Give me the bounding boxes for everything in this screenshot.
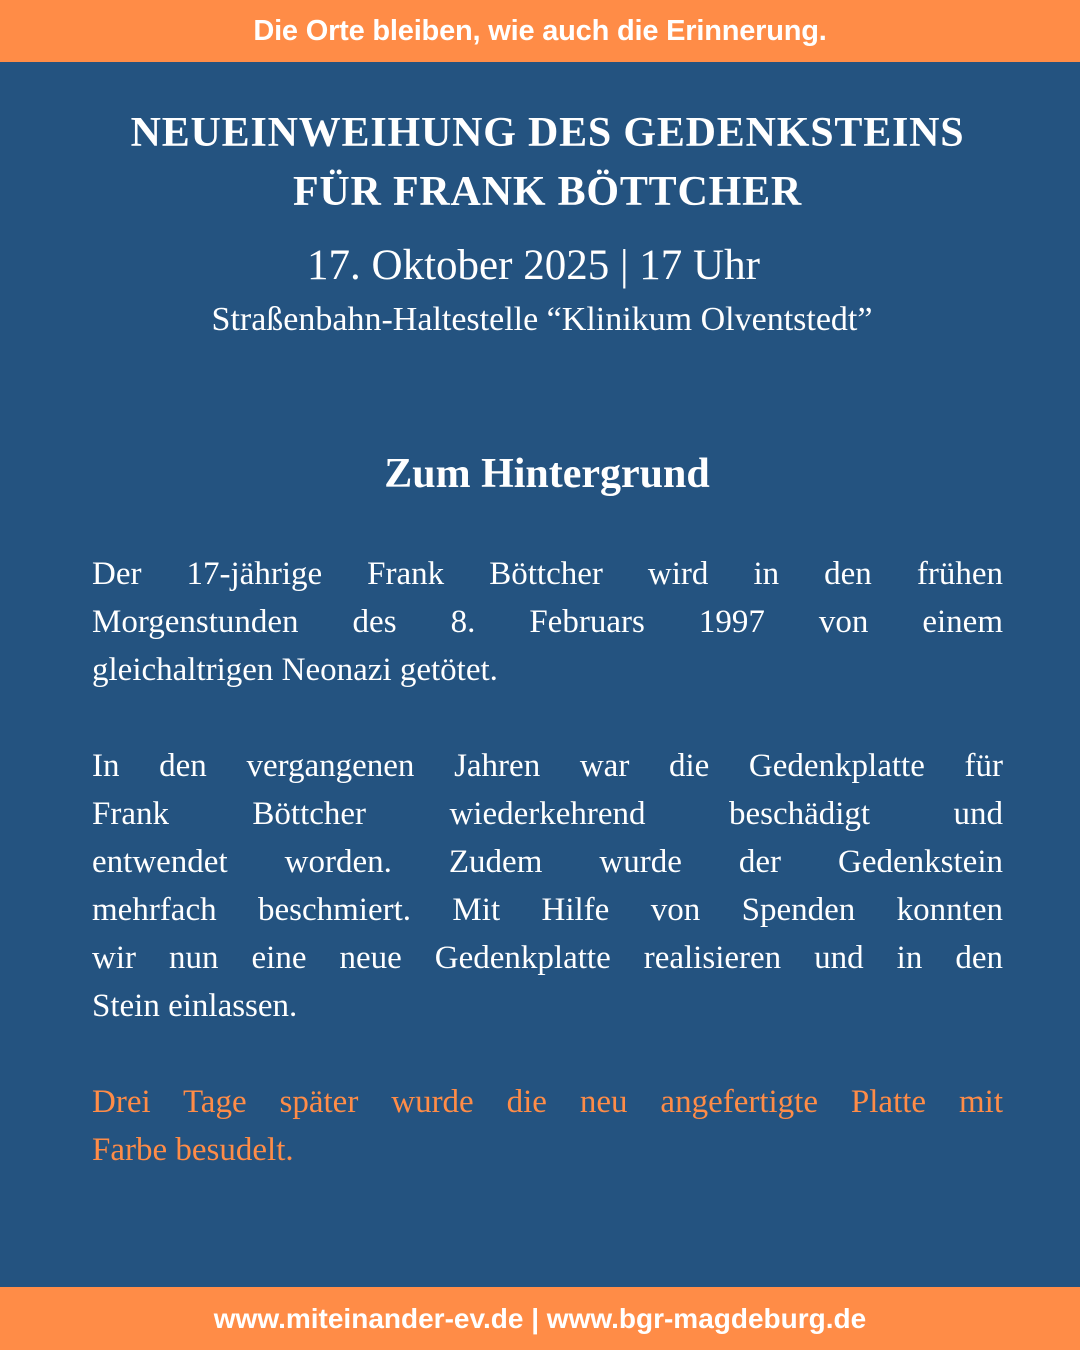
footer-websites: www.miteinander-ev.de | www.bgr-magdeburg.de (213, 1302, 867, 1334)
paragraph-line: Frank Böttcher wiederkehrend beschädigt und (92, 796, 1003, 832)
bottom-banner (0, 1287, 1080, 1350)
paragraph-murder-fact (92, 550, 1003, 694)
top-banner-text: Die Orte bleiben, wie auch die Erinnerung. (253, 14, 827, 47)
paragraph-line: gleichaltrigen Neonazi getötet. (92, 652, 498, 688)
paragraph-line: Drei Tage später wurde die neu angefertigte Platte mit (92, 1084, 1003, 1120)
paragraph-line: Morgenstunden des 8. Februars 1997 von einem (92, 604, 1003, 640)
section-heading-background: Zum Hintergrund (384, 451, 710, 497)
paragraph-line: Stein einlassen. (92, 988, 298, 1024)
paragraph-line: mehrfach beschmiert. Mit Hilfe von Spenden konnten (92, 892, 1003, 928)
paragraph-line: wir nun eine neue Gedenkplatte realisieren und in den (92, 940, 1003, 976)
event-title-line-2: FÜR FRANK BÖTTCHER (292, 169, 803, 215)
paragraph-line: Der 17-jährige Frank Böttcher wird in den frühen (92, 556, 1003, 592)
paragraph-line: Farbe besudelt. (92, 1132, 294, 1168)
event-title-line-1: NEUEINWEIHUNG DES GEDENKSTEINS (130, 110, 965, 156)
event-location: Straßenbahn-Haltestelle “Klinikum Olventstedt” (211, 301, 873, 338)
paragraph-line: entwendet worden. Zudem wurde der Gedenkstein (92, 844, 1003, 880)
paragraph-recent-vandalism (92, 1078, 1003, 1174)
paragraph-vandalism-history (92, 742, 1003, 1030)
top-banner (0, 0, 1080, 62)
paragraph-line: In den vergangenen Jahren war die Gedenkplatte für (92, 748, 1003, 784)
event-date-time: 17. Oktober 2025 | 17 Uhr (307, 242, 760, 289)
